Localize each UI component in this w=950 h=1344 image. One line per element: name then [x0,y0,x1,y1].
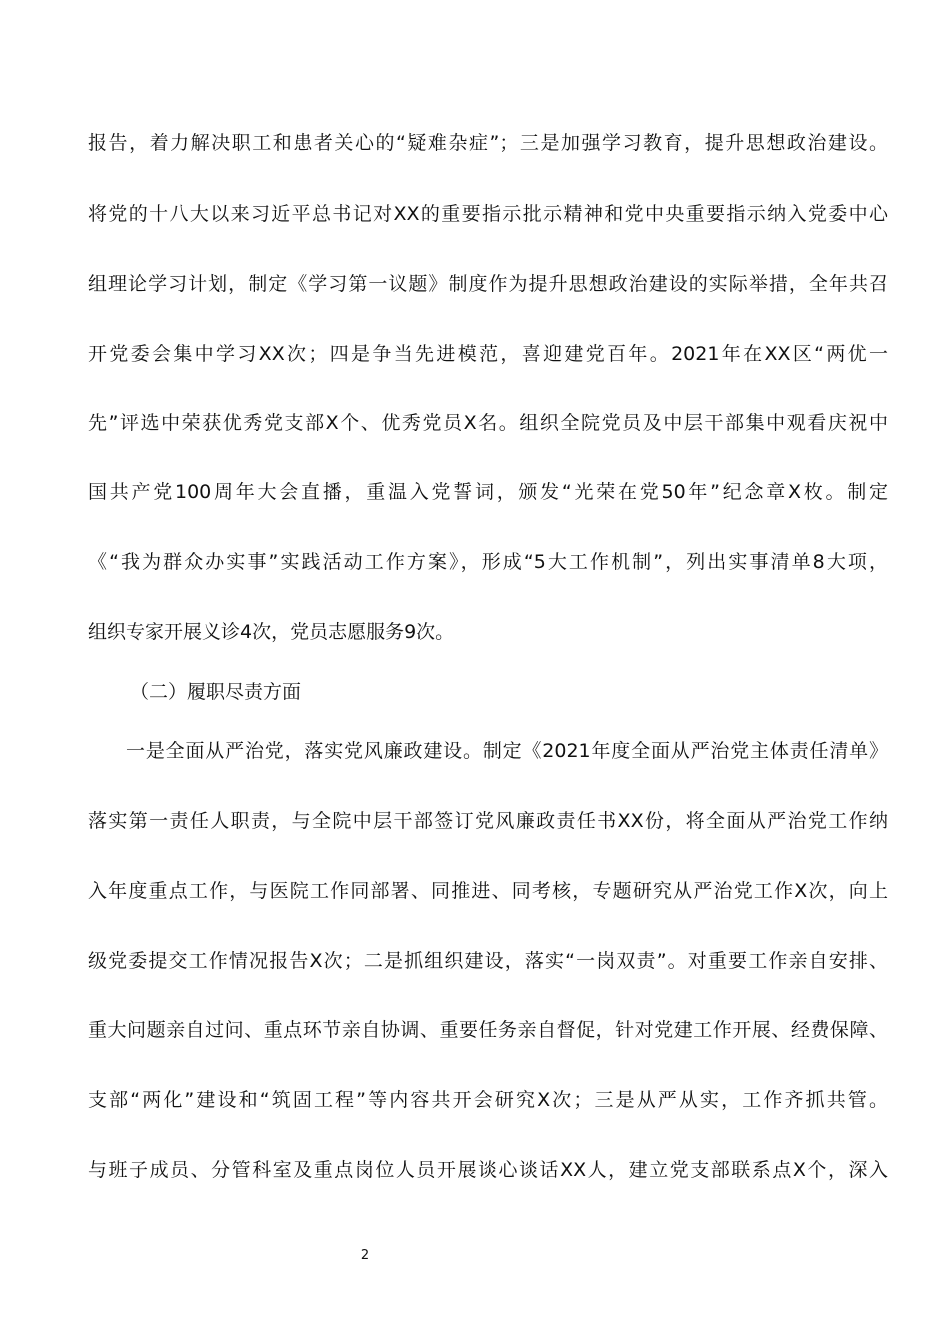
body-text-line: 将党的十八大以来习近平总书记对XX的重要指示批示精神和党中央重要指示纳入党委中心 [88,203,888,225]
body-text-line: 支部“两化”建设和“筑固工程”等内容共开会研究X次；三是从严从实，工作齐抓共管。 [88,1089,888,1111]
body-text-line: 级党委提交工作情况报告X次；二是抓组织建设，落实“一岗双责”。对重要工作亲自安排、 [88,950,888,972]
body-text-line: 重大问题亲自过问、重点环节亲自协调、重要任务亲自督促，针对党建工作开展、经费保障、 [88,1019,888,1041]
body-text-line: 入年度重点工作，与医院工作同部署、同推进、同考核，专题研究从严治党工作X次，向上 [88,880,888,902]
body-text-line: 先”评选中荣获优秀党支部X个、优秀党员X名。组织全院党员及中层干部集中观看庆祝中 [88,412,888,434]
body-text-line: 报告，着力解决职工和患者关心的“疑难杂症”；三是加强学习教育，提升思想政治建设。 [88,132,888,154]
body-text-line: 组织专家开展义诊4次，党员志愿服务9次。 [88,621,455,643]
body-text-line: 《“我为群众办实事”实践活动工作方案》，形成“5大工作机制”，列出实事清单8大项， [88,551,888,573]
body-text-line: 一是全面从严治党，落实党风廉政建设。制定《2021年度全面从严治党主体责任清单》 [126,740,888,762]
body-text-line: 与班子成员、分管科室及重点岗位人员开展谈心谈话XX人，建立党支部联系点X个，深入 [88,1159,888,1181]
body-text-line: 落实第一责任人职责，与全院中层干部签订党风廉政责任书XX份，将全面从严治党工作纳 [88,810,888,832]
page-number: 2 [360,1248,370,1263]
body-text-line: 开党委会集中学习XX次；四是争当先进模范，喜迎建党百年。2021年在XX区“两优一 [88,343,888,365]
body-text-line: 国共产党100周年大会直播，重温入党誓词，颁发“光荣在党50年”纪念章X枚。制定 [88,481,888,503]
body-text-line: 组理论学习计划，制定《学习第一议题》制度作为提升思想政治建设的实际举措，全年共召 [88,273,888,295]
section-heading: （二）履职尽责方面 [130,681,302,703]
